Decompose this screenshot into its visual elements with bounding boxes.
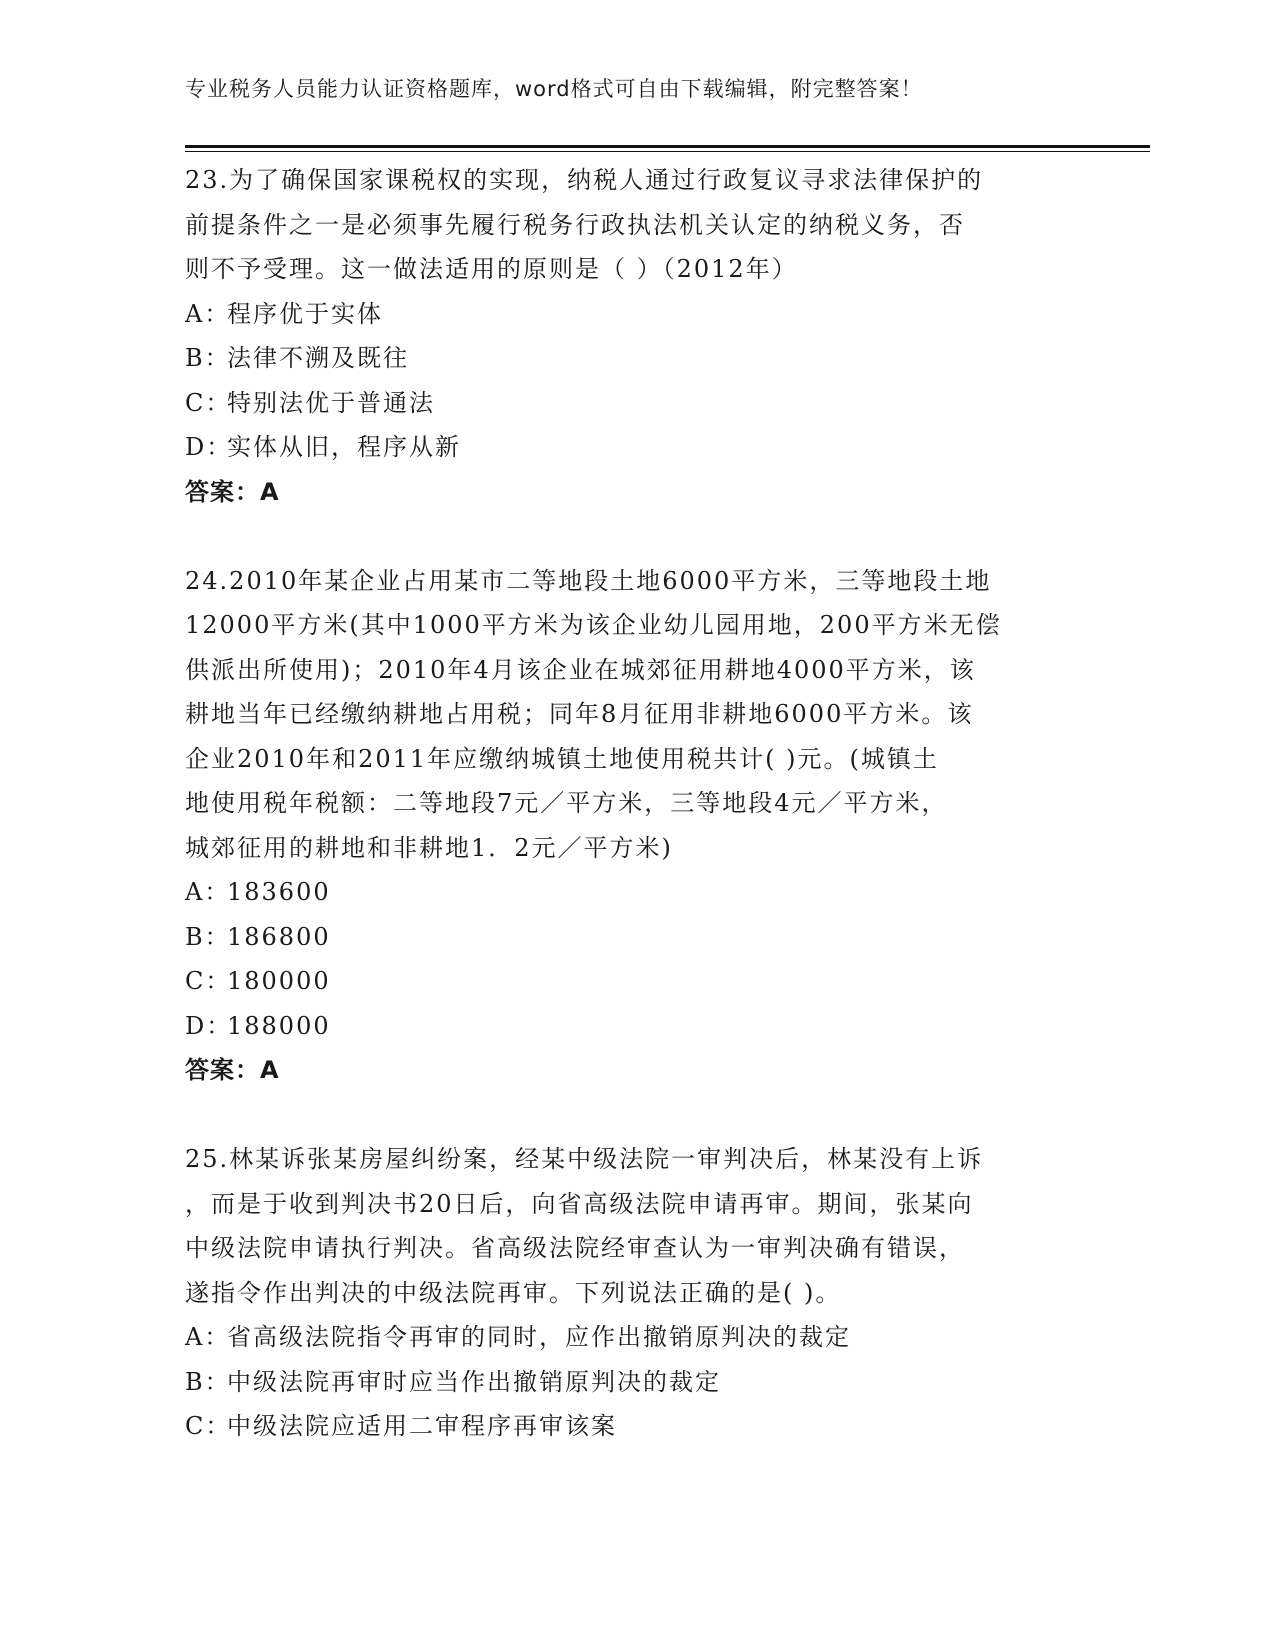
option-list <box>185 870 1085 1048</box>
option-text: 186800 <box>227 922 331 951</box>
stem-line: 地使用税年税额：二等地段7元／平方米，三等地段4元／平方米， <box>185 789 948 817</box>
option-d <box>185 1004 1085 1049</box>
answer-label: 答案：A <box>185 477 280 506</box>
option-key: A： <box>185 299 231 328</box>
option-a <box>185 870 1085 915</box>
option-c <box>185 959 1085 1004</box>
header-rule-thick <box>185 145 1150 148</box>
option-text: 180000 <box>227 967 331 995</box>
option-key: C： <box>185 388 232 417</box>
stem-line: 耕地当年已经缴纳耕地占用税；同年8月征用非耕地6000平方米。该 <box>185 700 974 728</box>
option-text: 法律不溯及既往 <box>227 344 409 372</box>
option-key: C： <box>185 1412 232 1440</box>
question-25 <box>185 1137 1085 1449</box>
stem-line: 企业2010年和2011年应缴纳城镇土地使用税共计( )元。(城镇土 <box>185 744 939 773</box>
stem-line: 12000平方米(其中1000平方米为该企业幼儿园用地，200平方米无偿 <box>185 611 1002 639</box>
option-text: 程序优于实体 <box>227 299 383 328</box>
option-b <box>185 336 1085 381</box>
option-list <box>185 292 1085 470</box>
option-key: D： <box>185 433 233 461</box>
stem-line: 遂指令作出判决的中级法院再审。下列说法正确的是( )。 <box>185 1278 842 1307</box>
spacer <box>185 1093 1085 1138</box>
option-key: B： <box>185 344 231 372</box>
option-b <box>185 1360 1085 1405</box>
option-text: 183600 <box>227 878 331 906</box>
stem-line: 供派出所使用)；2010年4月该企业在城郊征用耕地4000平方米，该 <box>185 655 976 684</box>
question-stem <box>185 158 1085 292</box>
option-text: 省高级法院指令再审的同时，应作出撤销原判决的裁定 <box>227 1323 851 1351</box>
option-key: D： <box>185 1011 233 1040</box>
question-23 <box>185 158 1085 514</box>
option-text: 中级法院再审时应当作出撤销原判决的裁定 <box>227 1367 721 1396</box>
page-header: 专业税务人员能力认证资格题库，word格式可自由下载编辑，附完整答案！ <box>185 77 923 101</box>
option-c <box>185 381 1085 426</box>
option-text: 实体从旧，程序从新 <box>227 433 461 461</box>
option-d <box>185 425 1085 470</box>
stem-line: 则不予受理。这一做法适用的原则是（ ）（2012年） <box>185 255 798 283</box>
option-text: 中级法院应适用二审程序再审该案 <box>227 1412 617 1440</box>
stem-line: 城郊征用的耕地和非耕地1．2元／平方米) <box>185 833 673 862</box>
option-c <box>185 1404 1085 1449</box>
stem-line: 23.为了确保国家课税权的实现，纳税人通过行政复议寻求法律保护的 <box>185 166 984 194</box>
option-text: 特别法优于普通法 <box>227 388 435 417</box>
question-stem <box>185 1137 1085 1315</box>
option-key: A： <box>185 1323 231 1351</box>
answer-label: 答案：A <box>185 1056 280 1084</box>
option-a <box>185 1315 1085 1360</box>
option-text: 188000 <box>227 1011 331 1040</box>
option-b <box>185 915 1085 960</box>
option-key: B： <box>185 1367 231 1396</box>
option-list <box>185 1315 1085 1449</box>
stem-line: 24.2010年某企业占用某市二等地段土地6000平方米，三等地段土地 <box>185 566 992 595</box>
header-rule-thin <box>185 151 1150 152</box>
option-key: A： <box>185 878 231 906</box>
stem-line: 25.林某诉张某房屋纠纷案，经某中级法院一审判决后，林某没有上诉 <box>185 1145 984 1173</box>
question-24 <box>185 559 1085 1093</box>
option-a <box>185 292 1085 337</box>
option-key: B： <box>185 922 231 951</box>
questions-container <box>185 158 1085 1449</box>
option-key: C： <box>185 967 232 995</box>
question-stem <box>185 559 1085 871</box>
stem-line: ，而是于收到判决书20日后，向省高级法院申请再审。期间，张某向 <box>185 1189 974 1218</box>
stem-line: 前提条件之一是必须事先履行税务行政执法机关认定的纳税义务，否 <box>185 210 965 239</box>
spacer <box>185 514 1085 559</box>
stem-line: 中级法院申请执行判决。省高级法院经审查认为一审判决确有错误， <box>185 1234 965 1262</box>
